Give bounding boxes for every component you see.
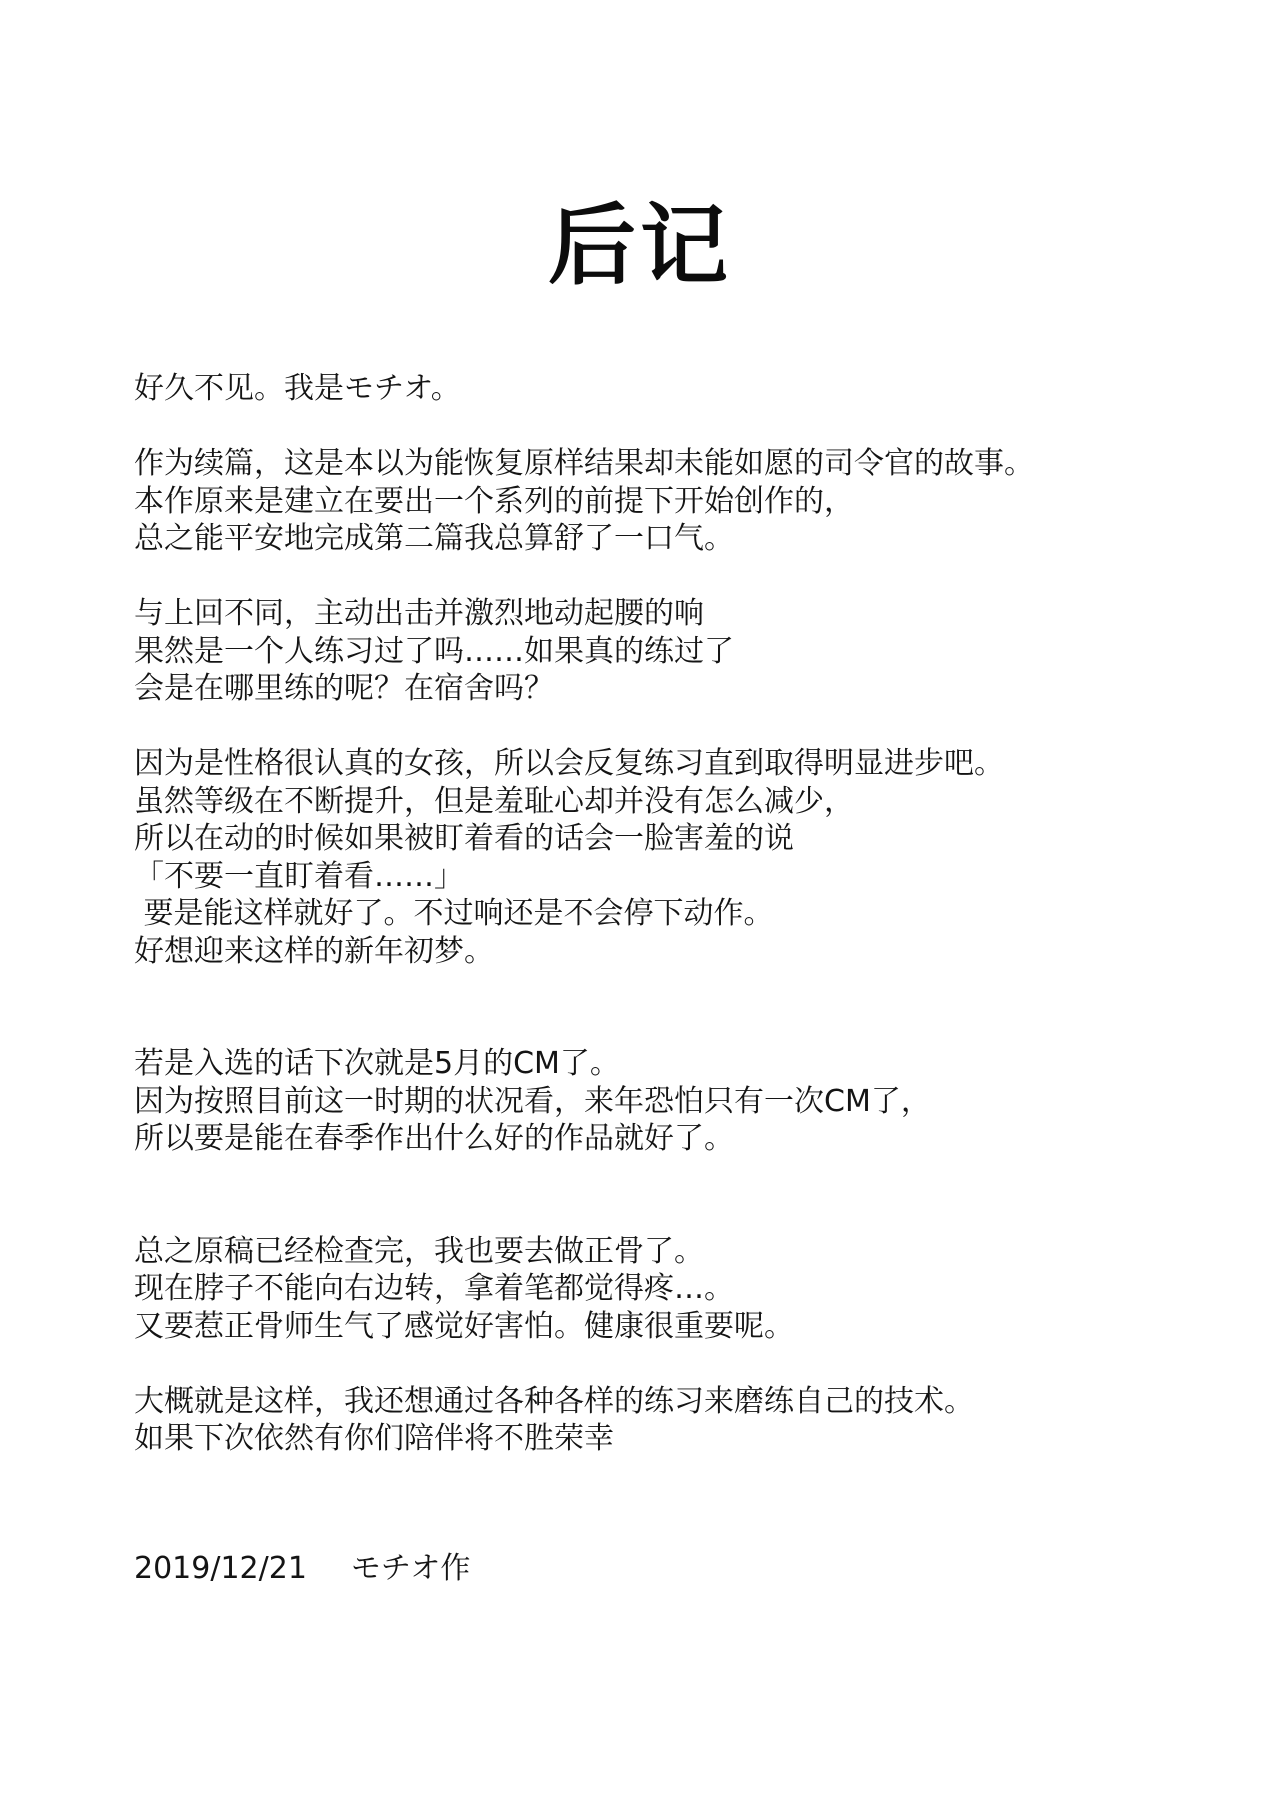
paragraph-closing [134, 1383, 1214, 1458]
paragraph-greeting [134, 370, 1214, 408]
text-line: 如果下次依然有你们陪伴将不胜荣幸 [134, 1421, 614, 1456]
paragraph-health [134, 1233, 1214, 1346]
text-line: 总之原稿已经检查完，我也要去做正骨了。 [134, 1233, 704, 1269]
signature [134, 1550, 470, 1588]
text-line: 所以在动的时候如果被盯着看的话会一脸害羞的说 [134, 821, 794, 856]
text-line: 要是能这样就好了。不过响还是不会停下动作。 [134, 896, 774, 931]
text-line: 现在脖子不能向右边转，拿着笔都觉得疼…。 [134, 1271, 734, 1306]
paragraph-practice [134, 595, 1214, 708]
paragraph-character [134, 745, 1214, 970]
text-line: 果然是一个人练习过了吗……如果真的练过了 [134, 633, 734, 669]
signature-author: モチオ作 [350, 1551, 471, 1586]
text-line: 会是在哪里练的呢？在宿舍吗？ [134, 671, 554, 706]
text-line: 「不要一直盯着看……」 [134, 858, 464, 894]
text-line: 作为续篇，这是本以为能恢复原样结果却未能如愿的司令官的故事。 [134, 446, 1034, 481]
text-line: 与上回不同，主动出击并激烈地动起腰的响 [134, 596, 704, 631]
text-line: 好久不见。我是モチオ。 [134, 371, 461, 406]
text-line: 所以要是能在春季作出什么好的作品就好了。 [134, 1121, 734, 1156]
page-title: 后记 [547, 194, 732, 297]
text-line: 大概就是这样，我还想通过各种各样的练习来磨练自己的技术。 [134, 1383, 974, 1419]
text-line: 本作原来是建立在要出一个系列的前提下开始创作的， [134, 483, 854, 519]
text-line: 因为按照目前这一时期的状况看，来年恐怕只有一次CM了， [134, 1083, 931, 1119]
paragraph-sequel [134, 445, 1214, 558]
text-line: 总之能平安地完成第二篇我总算舒了一口气。 [134, 521, 734, 556]
text-line: 若是入选的话下次就是5月的CM了。 [134, 1046, 620, 1081]
text-line: 虽然等级在不断提升，但是羞耻心却并没有怎么减少， [134, 783, 854, 819]
text-line: 又要惹正骨师生气了感觉好害怕。健康很重要呢。 [134, 1308, 794, 1344]
paragraph-next-event [134, 1045, 1214, 1158]
signature-date: 2019/12/21 [134, 1551, 307, 1586]
afterword-body [134, 370, 1214, 1495]
text-line: 因为是性格很认真的女孩，所以会反复练习直到取得明显进步吧。 [134, 746, 1004, 781]
text-line: 好想迎来这样的新年初梦。 [134, 933, 494, 969]
